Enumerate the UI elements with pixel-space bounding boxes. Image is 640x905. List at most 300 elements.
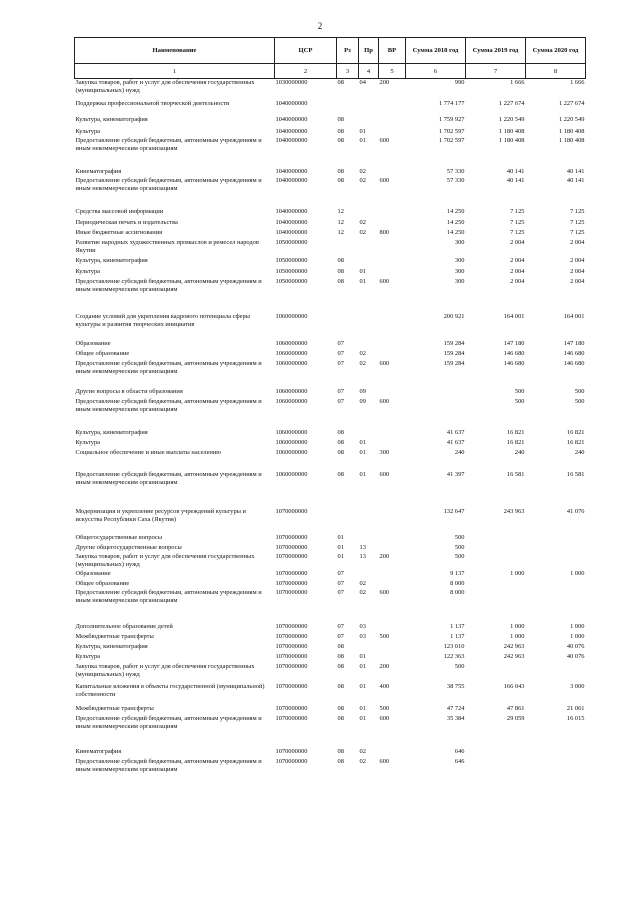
column-number: 6 xyxy=(406,64,466,79)
row-sum-2019: 240 xyxy=(514,449,525,457)
table-row xyxy=(75,350,586,360)
row-sum-2019: 16 581 xyxy=(506,471,525,479)
row-csr: 1070000000 xyxy=(275,580,308,588)
budget-table xyxy=(74,37,586,776)
row-sum-2020: 164 001 xyxy=(563,313,585,321)
row-sum-2019: 7 125 xyxy=(510,219,525,227)
row-pr: 01 xyxy=(359,471,366,479)
table-row xyxy=(75,239,586,257)
row-sum-2018: 159 284 xyxy=(443,340,465,348)
row-sum-2020: 40 141 xyxy=(566,168,585,176)
row-sum-2018: 14 250 xyxy=(446,229,465,237)
row-rz: 08 xyxy=(337,715,344,723)
row-vr xyxy=(379,544,406,553)
row-sum-2018: 159 284 xyxy=(443,360,465,368)
row-sum-2019: 1 227 674 xyxy=(498,100,525,108)
row-sum-2018: 8 000 xyxy=(450,580,465,588)
header-vr: ВР xyxy=(379,38,406,64)
row-vr: 600 xyxy=(379,715,390,723)
row-pr xyxy=(359,504,379,534)
row-pr: 04 xyxy=(359,79,366,86)
column-number-row xyxy=(75,64,586,79)
table-row xyxy=(75,229,586,239)
row-csr: 1070000000 xyxy=(275,653,308,661)
row-name: Предоставление субсидий бюджетным, автономным учреждениям и иным некоммерческим организациям xyxy=(75,715,262,730)
table-row xyxy=(75,715,586,748)
row-pr: 01 xyxy=(359,449,366,457)
table-row xyxy=(75,79,586,95)
row-csr: 1060000000 xyxy=(275,439,308,447)
row-sum-2018: 500 xyxy=(454,534,465,542)
row-vr: 400 xyxy=(379,683,390,691)
row-sum-2018: 300 xyxy=(454,268,465,276)
row-sum-2019 xyxy=(466,544,526,553)
row-sum-2018: 14 250 xyxy=(446,208,465,216)
row-name: Образование xyxy=(75,340,111,348)
table-row xyxy=(75,128,586,137)
row-csr: 1070000000 xyxy=(275,589,308,597)
row-vr xyxy=(379,128,406,137)
row-rz: 08 xyxy=(337,683,344,691)
row-rz: 08 xyxy=(337,128,344,136)
row-rz: 08 xyxy=(337,643,344,651)
row-pr: 01 xyxy=(359,663,366,671)
row-pr: 02 xyxy=(359,589,366,597)
row-rz: 08 xyxy=(337,471,344,479)
row-pr: 01 xyxy=(359,137,366,145)
row-pr xyxy=(359,534,379,544)
row-rz: 07 xyxy=(337,623,344,631)
row-sum-2018: 41 637 xyxy=(446,429,465,437)
row-csr: 1070000000 xyxy=(275,544,308,552)
row-sum-2018: 990 xyxy=(454,79,465,86)
row-sum-2019: 16 821 xyxy=(506,429,525,437)
row-pr: 09 xyxy=(359,388,366,396)
table-row xyxy=(75,278,586,309)
table-row xyxy=(75,653,586,663)
row-rz: 08 xyxy=(337,116,344,124)
row-pr: 01 xyxy=(359,278,366,286)
row-csr: 1070000000 xyxy=(275,570,308,578)
table-row xyxy=(75,360,586,388)
row-csr: 1060000000 xyxy=(275,313,308,321)
row-sum-2020: 1 000 xyxy=(570,570,585,578)
header-csr: ЦСР xyxy=(275,38,337,64)
row-sum-2019: 1 180 408 xyxy=(498,128,525,136)
row-name: Общее образование xyxy=(75,350,130,358)
table-row xyxy=(75,309,586,340)
row-csr: 1040000000 xyxy=(275,219,308,227)
row-csr: 1040000000 xyxy=(275,128,308,136)
row-sum-2018: 646 xyxy=(454,748,465,756)
table-row xyxy=(75,268,586,278)
row-rz: 01 xyxy=(337,544,344,552)
row-sum-2019: 242 963 xyxy=(503,653,525,661)
column-number: 3 xyxy=(337,64,359,79)
row-name: Предоставление субсидий бюджетным, автономным учреждениям и иным некоммерческим организациям xyxy=(75,137,262,152)
row-sum-2020 xyxy=(526,580,586,589)
row-sum-2019: 7 125 xyxy=(510,208,525,216)
row-rz: 07 xyxy=(337,398,344,406)
table-row xyxy=(75,94,586,116)
row-sum-2019: 47 861 xyxy=(506,705,525,713)
row-sum-2018: 300 xyxy=(454,257,465,265)
row-pr: 02 xyxy=(359,580,366,588)
row-pr: 03 xyxy=(359,623,366,631)
row-name: Культура, кинематография xyxy=(75,429,148,437)
row-sum-2019: 1 000 xyxy=(510,623,525,631)
row-rz xyxy=(337,94,359,116)
row-sum-2020: 1 227 674 xyxy=(558,100,585,108)
row-rz: 01 xyxy=(337,553,344,561)
row-pr xyxy=(359,429,379,439)
row-sum-2018: 47 724 xyxy=(446,705,465,713)
row-rz: 08 xyxy=(337,449,344,457)
table-row xyxy=(75,471,586,504)
row-sum-2020: 146 680 xyxy=(563,360,585,368)
row-name: Культура xyxy=(75,128,100,136)
row-rz: 08 xyxy=(337,168,344,176)
row-sum-2019 xyxy=(466,748,526,758)
row-sum-2019 xyxy=(466,663,526,683)
row-sum-2019: 242 963 xyxy=(503,643,525,651)
row-sum-2018 xyxy=(406,398,466,429)
row-rz: 08 xyxy=(337,268,344,276)
row-pr: 01 xyxy=(359,439,366,447)
table-row xyxy=(75,116,586,128)
row-pr xyxy=(359,94,379,116)
row-name: Закупка товаров, работ и услуг для обеспечения государственных (муниципальных) нужд xyxy=(75,663,255,678)
header-sum-2018: Сумма 2018 год xyxy=(406,38,466,64)
row-vr xyxy=(379,429,406,439)
row-pr: 02 xyxy=(359,168,366,176)
row-csr: 1040000000 xyxy=(275,177,308,185)
row-pr: 09 xyxy=(359,398,366,406)
row-sum-2018: 1 702 597 xyxy=(438,137,465,145)
row-vr xyxy=(379,439,406,449)
row-vr: 600 xyxy=(379,589,390,597)
row-sum-2019: 146 680 xyxy=(503,360,525,368)
row-vr: 800 xyxy=(379,229,390,237)
row-rz: 08 xyxy=(337,278,344,286)
row-csr: 1040000000 xyxy=(275,116,308,124)
row-sum-2018: 8 000 xyxy=(450,589,465,597)
row-vr xyxy=(379,257,406,268)
row-sum-2020: 500 xyxy=(574,388,585,396)
table-row xyxy=(75,388,586,398)
row-vr xyxy=(379,168,406,177)
row-sum-2019: 1 666 xyxy=(510,79,525,86)
row-vr xyxy=(379,340,406,350)
row-vr: 200 xyxy=(379,553,390,561)
row-pr: 13 xyxy=(359,553,366,561)
row-sum-2020 xyxy=(526,748,586,758)
row-pr xyxy=(359,309,379,340)
row-vr: 600 xyxy=(379,398,390,406)
row-name: Межбюджетные трансферты xyxy=(75,705,154,713)
row-sum-2019: 7 125 xyxy=(510,229,525,237)
row-name: Поддержка профессиональной творческой деятельности xyxy=(75,100,230,108)
column-number: 4 xyxy=(359,64,379,79)
budget-table-container xyxy=(74,37,585,776)
row-pr xyxy=(359,257,379,268)
row-name: Предоставление субсидий бюджетным, автономным учреждениям и иным некоммерческим организациям xyxy=(75,471,262,486)
row-rz: 07 xyxy=(337,570,344,578)
row-rz: 08 xyxy=(337,257,344,265)
row-sum-2020: 147 180 xyxy=(563,340,585,348)
row-name: Создание условий для укрепления кадрового потенциала сферы культуры и развития творческих инициатив xyxy=(75,313,250,328)
row-name: Периодическая печать и издательства xyxy=(75,219,178,227)
row-sum-2020: 1 180 408 xyxy=(558,128,585,136)
table-row xyxy=(75,643,586,653)
row-csr: 1070000000 xyxy=(275,748,308,756)
row-sum-2018: 57 330 xyxy=(446,168,465,176)
row-name: Модернизация и укрепление ресурсов учреждений культуры и искусства Республики Саха (Якутия) xyxy=(75,508,246,523)
row-sum-2019: 166 043 xyxy=(503,683,525,691)
header-sum-2020: Сумма 2020 год xyxy=(526,38,586,64)
row-vr: 600 xyxy=(379,471,390,479)
row-name: Капитальные вложения в объекты государственной (муниципальной) собственности xyxy=(75,683,265,698)
row-csr: 1050000000 xyxy=(275,268,308,276)
row-csr: 1070000000 xyxy=(275,623,308,631)
row-name: Культура, кинематография xyxy=(75,116,148,124)
row-csr: 1070000000 xyxy=(275,758,308,766)
row-sum-2018: 500 xyxy=(454,544,465,552)
row-pr xyxy=(359,116,379,128)
row-rz: 12 xyxy=(337,219,344,227)
row-sum-2018: 1 137 xyxy=(450,633,465,641)
row-sum-2018: 57 330 xyxy=(446,177,465,185)
row-name: Другие общегосударственные вопросы xyxy=(75,544,182,552)
row-vr: 500 xyxy=(379,633,390,641)
row-csr: 1070000000 xyxy=(275,508,308,516)
table-row xyxy=(75,544,586,553)
table-row xyxy=(75,748,586,758)
row-sum-2018 xyxy=(406,388,466,398)
row-sum-2020: 2 004 xyxy=(570,239,585,247)
row-pr: 01 xyxy=(359,683,366,691)
row-sum-2018: 123 010 xyxy=(443,643,465,651)
row-sum-2019: 2 004 xyxy=(510,257,525,265)
row-sum-2018: 35 384 xyxy=(446,715,465,723)
row-sum-2019 xyxy=(466,589,526,623)
row-vr xyxy=(379,239,406,257)
row-sum-2019: 500 xyxy=(514,388,525,396)
row-sum-2020: 16 821 xyxy=(566,429,585,437)
row-name: Предоставление субсидий бюджетным, автономным учреждениям и иным некоммерческим организациям xyxy=(75,398,262,413)
row-pr xyxy=(359,208,379,219)
row-sum-2019: 40 141 xyxy=(506,168,525,176)
row-sum-2018: 41 397 xyxy=(446,471,465,479)
row-sum-2018: 200 921 xyxy=(443,313,465,321)
row-vr: 600 xyxy=(379,758,390,766)
row-vr xyxy=(379,643,406,653)
row-csr: 1050000000 xyxy=(275,257,308,265)
row-pr xyxy=(359,340,379,350)
row-name: Кинематография xyxy=(75,168,122,176)
row-sum-2020: 7 125 xyxy=(570,219,585,227)
row-sum-2020: 41 076 xyxy=(566,508,585,516)
row-sum-2020: 7 125 xyxy=(570,208,585,216)
table-row xyxy=(75,429,586,439)
row-csr: 1040000000 xyxy=(275,208,308,216)
table-row xyxy=(75,219,586,229)
row-sum-2020: 1 180 408 xyxy=(558,137,585,145)
row-vr: 200 xyxy=(379,79,390,86)
table-row xyxy=(75,168,586,177)
row-pr: 02 xyxy=(359,229,366,237)
table-row xyxy=(75,177,586,208)
row-sum-2020 xyxy=(526,758,586,776)
table-row xyxy=(75,623,586,633)
row-sum-2020: 2 004 xyxy=(570,257,585,265)
row-sum-2019: 1 220 549 xyxy=(498,116,525,124)
row-sum-2020: 146 680 xyxy=(563,350,585,358)
row-name: Средства массовой информации xyxy=(75,208,164,216)
row-sum-2018: 14 250 xyxy=(446,219,465,227)
row-vr xyxy=(379,350,406,360)
row-pr xyxy=(359,570,379,580)
row-csr: 1060000000 xyxy=(275,350,308,358)
row-name: Другие вопросы в области образования xyxy=(75,388,183,396)
row-rz: 07 xyxy=(337,340,344,348)
row-sum-2019 xyxy=(466,553,526,570)
row-name: Культура xyxy=(75,268,100,276)
row-csr: 1070000000 xyxy=(275,715,308,723)
row-sum-2020 xyxy=(526,589,586,623)
row-pr: 02 xyxy=(359,360,366,368)
row-csr: 1060000000 xyxy=(275,471,308,479)
row-sum-2020: 16 821 xyxy=(566,439,585,447)
row-sum-2020: 7 125 xyxy=(570,229,585,237)
row-sum-2019: 1 000 xyxy=(510,633,525,641)
row-pr: 02 xyxy=(359,219,366,227)
row-sum-2018: 240 xyxy=(454,449,465,457)
row-sum-2019: 1 000 xyxy=(510,570,525,578)
table-row xyxy=(75,439,586,449)
row-csr: 1070000000 xyxy=(275,643,308,651)
row-sum-2018: 41 637 xyxy=(446,439,465,447)
row-name: Предоставление субсидий бюджетным, автономным учреждениям и иным некоммерческим организациям xyxy=(75,589,262,604)
row-csr: 1050000000 xyxy=(275,239,308,247)
row-rz: 08 xyxy=(337,429,344,437)
header-name: Наименование xyxy=(75,38,275,64)
table-row xyxy=(75,504,586,534)
row-name: Иные бюджетные ассигнования xyxy=(75,229,163,237)
row-rz: 01 xyxy=(337,534,344,542)
row-pr: 02 xyxy=(359,748,366,756)
row-sum-2020: 21 061 xyxy=(566,705,585,713)
row-pr: 02 xyxy=(359,758,366,766)
row-name: Образование xyxy=(75,570,111,578)
header-sum-2019: Сумма 2019 год xyxy=(466,38,526,64)
row-name: Общегосударственные вопросы xyxy=(75,534,163,542)
row-sum-2020: 1 220 549 xyxy=(558,116,585,124)
row-csr: 1070000000 xyxy=(275,683,308,691)
row-sum-2019 xyxy=(466,534,526,544)
row-sum-2020: 3 000 xyxy=(570,683,585,691)
table-row xyxy=(75,208,586,219)
row-sum-2018: 38 755 xyxy=(446,683,465,691)
table-row xyxy=(75,705,586,715)
row-sum-2018: 300 xyxy=(454,239,465,247)
row-vr xyxy=(379,116,406,128)
row-sum-2019 xyxy=(466,758,526,776)
row-sum-2020: 16 015 xyxy=(566,715,585,723)
column-number: 7 xyxy=(466,64,526,79)
row-sum-2018: 122 363 xyxy=(443,653,465,661)
row-sum-2019: 500 xyxy=(514,398,525,406)
row-sum-2020 xyxy=(526,534,586,544)
row-rz: 07 xyxy=(337,580,344,588)
row-rz: 07 xyxy=(337,633,344,641)
row-rz xyxy=(337,504,359,534)
row-csr: 1050000000 xyxy=(275,278,308,286)
row-rz: 07 xyxy=(337,360,344,368)
row-name: Кинематография xyxy=(75,748,122,756)
row-sum-2020: 1 000 xyxy=(570,633,585,641)
row-vr: 500 xyxy=(379,705,390,713)
table-row xyxy=(75,758,586,776)
row-name: Общее образование xyxy=(75,580,130,588)
row-sum-2020: 40 076 xyxy=(566,643,585,651)
row-name: Предоставление субсидий бюджетным, автономным учреждениям и иным некоммерческим организациям xyxy=(75,758,262,773)
table-row xyxy=(75,570,586,580)
row-sum-2020 xyxy=(526,553,586,570)
row-sum-2018: 300 xyxy=(454,278,465,286)
row-csr: 1070000000 xyxy=(275,705,308,713)
row-sum-2019: 40 141 xyxy=(506,177,525,185)
row-name: Закупка товаров, работ и услуг для обеспечения государственных (муниципальных) нужд xyxy=(75,553,255,568)
row-rz: 07 xyxy=(337,350,344,358)
row-name: Предоставление субсидий бюджетным, автономным учреждениям и иным некоммерческим организациям xyxy=(75,278,262,293)
row-name: Дополнительное образование детей xyxy=(75,623,173,631)
table-row xyxy=(75,340,586,350)
row-vr xyxy=(379,653,406,663)
table-row xyxy=(75,449,586,471)
table-row xyxy=(75,257,586,268)
row-pr: 01 xyxy=(359,705,366,713)
row-sum-2018: 500 xyxy=(454,663,465,671)
row-sum-2019: 2 004 xyxy=(510,278,525,286)
row-name: Предоставление субсидий бюджетным, автономным учреждениям и иным некоммерческим организациям xyxy=(75,177,262,192)
row-vr xyxy=(379,504,406,534)
row-rz: 08 xyxy=(337,79,344,86)
row-pr: 03 xyxy=(359,633,366,641)
row-csr: 1060000000 xyxy=(275,449,308,457)
row-sum-2018: 646 xyxy=(454,758,465,766)
row-csr: 1040000000 xyxy=(275,137,308,145)
row-csr: 1040000000 xyxy=(275,168,308,176)
table-row xyxy=(75,553,586,570)
row-rz xyxy=(337,239,359,257)
row-rz xyxy=(337,309,359,340)
row-pr: 13 xyxy=(359,544,366,552)
row-sum-2019: 2 004 xyxy=(510,239,525,247)
row-sum-2019: 29 059 xyxy=(506,715,525,723)
row-pr: 01 xyxy=(359,715,366,723)
row-sum-2020: 1 666 xyxy=(570,79,585,86)
row-rz: 07 xyxy=(337,388,344,396)
row-vr xyxy=(379,388,406,398)
row-sum-2020 xyxy=(526,544,586,553)
row-vr xyxy=(379,208,406,219)
row-vr xyxy=(379,219,406,229)
row-sum-2018: 9 137 xyxy=(450,570,465,578)
row-sum-2020: 500 xyxy=(574,398,585,406)
row-sum-2020: 16 581 xyxy=(566,471,585,479)
row-sum-2019: 2 004 xyxy=(510,268,525,276)
